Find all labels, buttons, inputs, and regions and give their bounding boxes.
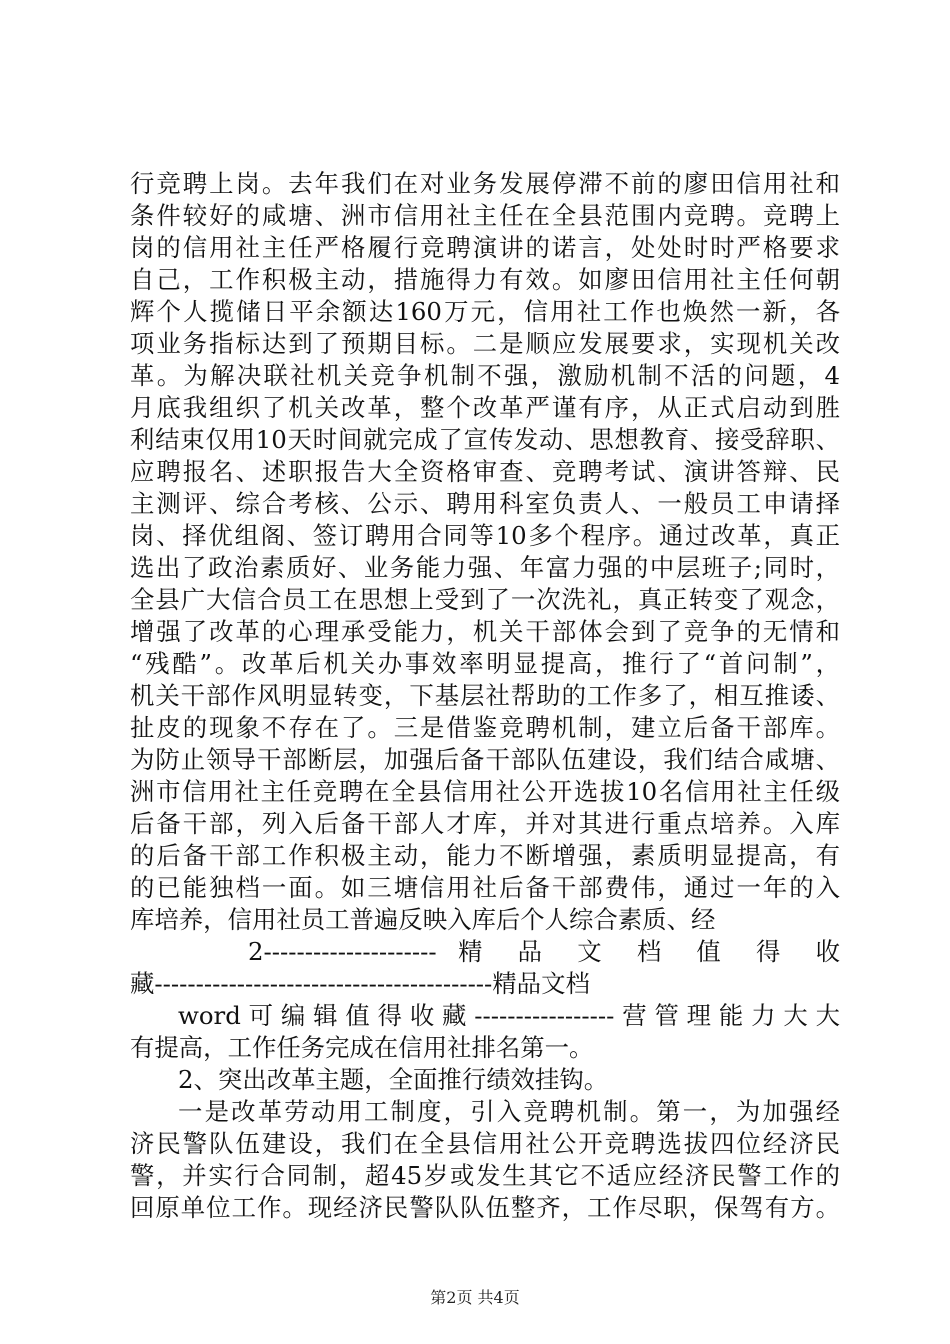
text-line: 洲市信用社主任竞聘在全县信用社公开选拔10名信用社主任级 <box>130 777 840 806</box>
text-line: 回原单位工作。现经济民警队队伍整齐，工作尽职，保驾有方。 <box>130 1193 840 1222</box>
text-line: 条件较好的咸塘、洲市信用社主任在全县范围内竞聘。竞聘上 <box>130 201 840 230</box>
text-line: 岗、择优组阁、签订聘用合同等10多个程序。通过改革，真正 <box>130 521 840 550</box>
text-line: 利结束仅用10天时间就完成了宣传发动、思想教育、接受辞职、 <box>130 425 840 454</box>
watermark-line: 2--------------------- 精 品 文 档 值 得 收 <box>248 937 840 966</box>
text-line: 增强了改革的心理承受能力，机关干部体会到了竞争的无情和 <box>130 617 840 646</box>
text-line: 应聘报名、述职报告大全资格审查、竞聘考试、演讲答辩、民 <box>130 457 840 486</box>
text-line: 岗的信用社主任严格履行竞聘演讲的诺言，处处时时严格要求 <box>130 233 840 262</box>
body-text <box>130 168 840 1224</box>
watermark-line: 藏-----------------------------------------精品文档 <box>130 969 590 998</box>
text-line: 一是改革劳动用工制度，引入竞聘机制。第一，为加强经 <box>178 1097 840 1126</box>
text-line: 为防止领导干部断层，加强后备干部队伍建设，我们结合咸塘、 <box>130 745 840 774</box>
text-line: 的已能独档一面。如三塘信用社后备干部费伟，通过一年的入 <box>130 873 840 902</box>
text-line: 自己，工作积极主动，措施得力有效。如廖田信用社主任何朝 <box>130 265 840 294</box>
text-line: 的后备干部工作积极主动，能力不断增强，素质明显提高，有 <box>130 841 840 870</box>
text-line: 警，并实行合同制，超45岁或发生其它不适应经济民警工作的 <box>130 1161 840 1190</box>
text-line: 有提高，工作任务完成在信用社排名第一。 <box>130 1033 594 1062</box>
text-line: 扯皮的现象不存在了。三是借鉴竞聘机制，建立后备干部库。 <box>130 713 840 742</box>
text-line: 辉个人揽储日平余额达160万元，信用社工作也焕然一新，各 <box>130 297 840 326</box>
text-line: 项业务指标达到了预期目标。二是顺应发展要求，实现机关改 <box>130 329 840 358</box>
text-line: “残酷”。改革后机关办事效率明显提高，推行了“首问制”， <box>130 649 840 678</box>
text-line: 济民警队伍建设，我们在全县信用社公开竞聘选拔四位经济民 <box>130 1129 840 1158</box>
text-line: 后备干部，列入后备干部人才库，并对其进行重点培养。入库 <box>130 809 840 838</box>
text-line: 全县广大信合员工在思想上受到了一次洗礼，真正转变了观念， <box>130 585 840 614</box>
section-heading: 2、突出改革主题，全面推行绩效挂钩。 <box>178 1065 609 1094</box>
text-line: 库培养，信用社员工普遍反映入库后个人综合素质、经 <box>130 905 716 934</box>
page-number-footer: 第2页 共4页 <box>430 1288 520 1307</box>
text-line: word可编辑值得收藏-----------------营管理能力大大 <box>178 1001 840 1030</box>
text-line: 主测评、综合考核、公示、聘用科室负责人、一般员工申请择 <box>130 489 840 518</box>
text-line: 机关干部作风明显转变，下基层社帮助的工作多了，相互推诿、 <box>130 681 840 710</box>
text-line: 月底我组织了机关改革，整个改革严谨有序，从正式启动到胜 <box>130 393 840 422</box>
text-line: 行竞聘上岗。去年我们在对业务发展停滞不前的廖田信用社和 <box>130 169 840 198</box>
text-line: 选出了政治素质好、业务能力强、年富力强的中层班子;同时， <box>130 553 840 582</box>
text-line: 革。为解决联社机关竞争机制不强，激励机制不活的问题，4 <box>130 361 840 390</box>
